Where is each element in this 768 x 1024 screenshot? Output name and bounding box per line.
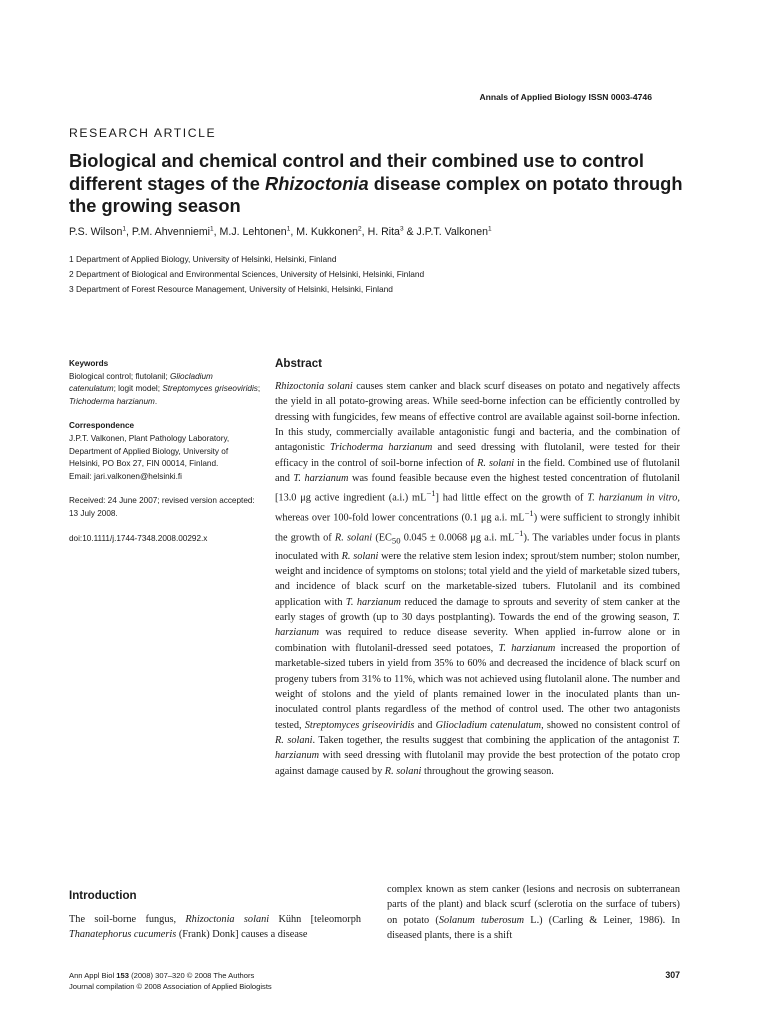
introduction-column-right: complex known as stem canker (lesions and necrosis on subterranean parts of the plant) and black scurf (sclerotia on the surface of tubers) on potato (Solanum tuberosum L.) (Carling & Leiner, 1986). In diseased plants, there is a shift <box>387 884 680 942</box>
author: M. Kukkonen$^2$, <box>296 225 368 238</box>
journal-header: Annals of Applied Biology ISSN 0003-4746 <box>479 92 652 102</box>
affiliation: 3 Department of Forest Resource Management, University of Helsinki, Helsinki, Finland <box>69 284 393 294</box>
correspondence-address: J.P.T. Valkonen, Plant Pathology Laboratory, Department of Applied Biology, University of Helsinki, PO Box 27, FIN 00014, Finland. <box>69 433 230 469</box>
affiliation: 2 Department of Biological and Environmental Sciences, University of Helsinki, Helsinki, Finland <box>69 269 425 279</box>
author: M.J. Lehtonen$^1$, <box>219 225 297 238</box>
copyright-line: Journal compilation © 2008 Association of Applied Biologists <box>69 982 272 991</box>
abstract-body: Rhizoctonia solani causes stem canker and black scurf diseases on potato and negatively affects the yield in all potato-growing areas. While seed-borne infection can be efficiently controlled by dressing with fungicides, few means of effective control are available against soil-borne infection. In this study, commercially available antagonistic fungi and bacteria, and the combination of antagonistic Trichoderma harzianum and seed dressing with flutolanil, were tested for their efficacy in the control of soil-borne infection of R. solani in the field. Combined use of flutolanil and T. harzianum was found feasible because even the highest tested concentration of flutolanil [13.0 μg active ingredient (a.i.) $mL^{-1}$] had little effect on the growth of T. harzianum in vitro, whereas over 100-fold lower concentrations (0.1 μg a.i. $mL^{-1}$) were sufficient to strongly inhibit the growth of R. solani ($EC_{50}$ 0.045 ± 0.0068 μg a.i. $mL^{-1}$). The variables under focus in plants inoculated with R. solani were the relative stem lesion index; sprout/stem number; stolon number, weight and incidence of symptoms on stolons; total yield and the yield of marketable sized tubers, and incidence of black scurf on the marketable-sized tubers. Flutolanil and its combined application with T. harzianum reduced the damage to sprouts and severity of stem canker at the early stages of growth (up to 30 days postplanting). Towards the end of the growing season, T. harzianum was required to reduce disease severity. When applied in-furrow alone or in combination with flutolanil-dressed seed potatoes, T. harzianum increased the proportion of marketable-sized tubers in yield from 35% to 60% and decreased the incidence of black scurf on progeny tubers from 31% to 11%, which was not achieved using flutolanil alone. The number and weight of stolons and the yield of plants remained lower in the inoculated plants than un-inoculated control plants regardless of the method of control used. The other two antagonists tested, Streptomyces griseoviridis and Gliocladium catenulatum, showed no consistent control of R. solani. Taken together, the results suggest that combining the application of the antagonist T. harzianum with seed dressing with flutolanil may provide the best protection of the potato crop against damage caused by R. solani throughout the growing season. <box>275 381 681 777</box>
page-footer <box>69 970 272 992</box>
author: J.P.T. Valkonen$^1$ <box>416 225 492 238</box>
keywords-heading: Keywords <box>69 359 109 368</box>
page-number: 307 <box>665 970 680 980</box>
received-dates: Received: 24 June 2007; revised version accepted: 13 July 2008. <box>69 496 255 518</box>
introduction-heading: Introduction <box>69 889 137 902</box>
author-list <box>69 226 492 238</box>
author: P.M. Ahvenniemi$^1$, <box>131 225 220 238</box>
keywords-list: Biological control; flutolanil; Gliocladium catenulatum; logit model; Streptomyces griseoviridis; Trichoderma harzianum. <box>69 371 261 406</box>
correspondence-block <box>69 420 261 483</box>
article-title: Biological and chemical control and their combined use to control different stages of the Rhizoctonia disease complex on potato through the growing season <box>69 150 683 216</box>
article-type-label: RESEARCH ARTICLE <box>69 126 217 140</box>
affiliation: 1 Department of Applied Biology, University of Helsinki, Helsinki, Finland <box>69 254 337 264</box>
affiliations <box>69 252 424 297</box>
doi-link[interactable]: doi:10.1111/j.1744-7348.2008.00292.x <box>69 533 208 543</box>
keywords-block <box>69 358 261 408</box>
abstract-heading: Abstract <box>275 357 323 370</box>
correspondence-email[interactable]: Email: jari.valkonen@helsinki.fi <box>69 471 182 481</box>
introduction-column-left: The soil-borne fungus, Rhizoctonia solani Kühn [teleomorph Thanatephorus cucumeris (Frank) Donk] causes a disease <box>69 914 361 941</box>
author: H. Rita$^3$ & <box>367 225 417 238</box>
correspondence-heading: Correspondence <box>69 421 135 431</box>
author: P.S. Wilson$^1$, <box>69 225 132 238</box>
citation-line: Ann Appl Biol 153 (2008) 307–320 © 2008 The Authors <box>69 971 255 980</box>
article-info-sidebar <box>69 358 261 557</box>
